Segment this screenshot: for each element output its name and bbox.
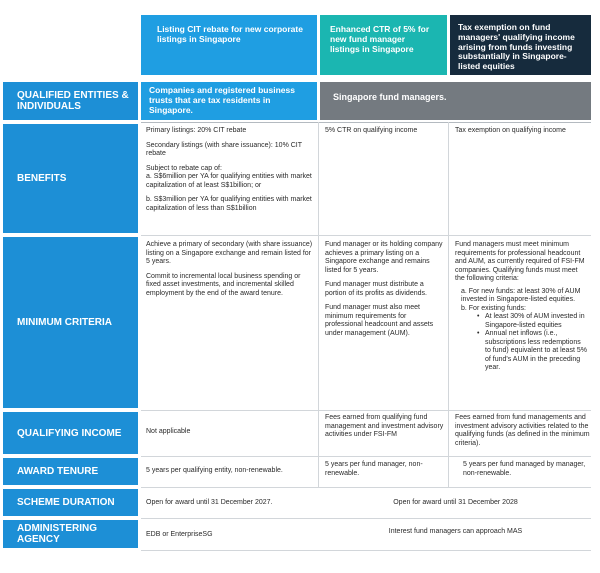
row-divider <box>141 456 591 457</box>
criteria-ctr-p2: Fund manager must distribute a portion of its profits as dividends. <box>325 281 427 297</box>
row-divider <box>141 122 591 123</box>
benefits-listing-cell <box>146 127 314 213</box>
benefits-rebate-cap-intro: Subject to rebate cap of: <box>146 164 222 172</box>
benefits-rebate-cap-b: b. S$3million per YA for qualifying entities with market capitalization of less than S$1billion <box>146 196 312 212</box>
row-divider <box>141 410 591 411</box>
income-tax-exemption-cell: Fees earned from fund managements and investment advisory activities related to the qualifying funds (as defined in the minimum criteria). <box>455 414 590 447</box>
duration-listing-cell: Open for award until 31 December 2027. <box>146 499 273 506</box>
row-label-award-tenure: AWARD TENURE <box>3 458 138 485</box>
row-label-qualifying-income: QUALIFYING INCOME <box>3 412 138 454</box>
criteria-tax-exemption-cell <box>455 241 588 373</box>
criteria-ctr-cell <box>325 241 445 344</box>
agency-fund-cell: Interest fund managers can approach MAS <box>388 528 523 535</box>
income-listing-cell: Not applicable <box>146 428 191 435</box>
criteria-tax-bullet: • At least 30% of AUM invested in Singapore-listed equities <box>477 313 588 330</box>
column-header-enhanced-ctr: Enhanced CTR of 5% for new fund manager listings in Singapore <box>320 15 447 75</box>
criteria-listing-p2: Commit to incremental local business spending or fixed asset investments, and incremental skilled employment by the end of the award tenure. <box>146 272 301 297</box>
column-divider <box>318 122 319 457</box>
row-divider <box>141 518 591 519</box>
column-divider <box>318 456 319 487</box>
benefits-primary-listing: Primary listings: 20% CIT rebate <box>146 127 247 134</box>
criteria-ctr-p1: Fund manager or its holding company achieves a primary listing on a Singapore exchange and remains listed for 5 years. <box>325 241 443 274</box>
benefits-ctr-cell: 5% CTR on qualifying income <box>325 127 418 134</box>
row-label-scheme-duration: SCHEME DURATION <box>3 489 138 516</box>
benefits-secondary-listing: Secondary listings (with share issuance): 10% CIT rebate <box>146 141 302 158</box>
income-ctr-cell: Fees earned from qualifying fund management and investment advisory activities under FSI-FM <box>325 414 444 439</box>
column-header-listing-cit-rebate: Listing CIT rebate for new corporate listings in Singapore <box>141 15 317 75</box>
criteria-listing-p1: Achieve a primary of secondary (with share issuance) listing on a Singapore exchange and remain listed for 5 years. <box>146 241 313 266</box>
criteria-ctr-p3: Fund manager must also meet minimum requirements for professional headcount and assets under management (AUM). <box>325 304 434 337</box>
benefits-rebate-cap-a: a. S$6million per YA for qualifying entities with market capitalization of at least S$1billion; or <box>146 173 312 189</box>
criteria-tax-new-funds: a. For new funds: at least 30% of AUM invested in Singapore-listed equities. <box>461 287 581 304</box>
duration-fund-cell: Open for award until 31 December 2028 <box>393 499 518 506</box>
row-label-qualified-entities: QUALIFIED ENTITIES & INDIVIDUALS <box>3 82 138 120</box>
row-divider <box>141 235 591 236</box>
tenure-listing-cell: 5 years per qualifying entity, non-renewable. <box>146 467 283 474</box>
column-divider <box>448 122 449 457</box>
benefits-tax-exemption-cell: Tax exemption on qualifying income <box>455 127 566 134</box>
criteria-tax-bullet: • Annual net inflows (i.e., subscriptions less redemptions to fund) equivalent to at least 5% of fund's AUM in the preceding year. <box>477 330 588 373</box>
tenure-tax-exemption-cell: 5 years per fund managed by manager, non-renewable. <box>463 461 586 477</box>
qualified-entities-fund-managers: Singapore fund managers. <box>320 82 591 120</box>
row-divider <box>141 550 591 551</box>
criteria-tax-existing-funds: b. For existing funds: <box>461 304 526 312</box>
row-divider <box>141 487 591 488</box>
row-label-administering-agency: ADMINISTERING AGENCY <box>3 520 138 548</box>
criteria-listing-cell <box>146 241 314 304</box>
column-header-tax-exemption: Tax exemption on fund managers' qualifying income arising from funds investing substantially in Singapore-listed equities <box>450 15 591 75</box>
row-label-benefits: BENEFITS <box>3 124 138 233</box>
tenure-ctr-cell: 5 years per fund manager, non-renewable. <box>325 461 423 477</box>
row-label-minimum-criteria: MINIMUM CRITERIA <box>3 237 138 408</box>
column-divider <box>448 456 449 487</box>
agency-listing-cell: EDB or EnterpriseSG <box>146 531 213 538</box>
criteria-tax-intro: Fund managers must meet minimum requirements for professional headcount and AUM, as currently required of FSI-FM companies. Qualifying funds must meet the following criteria: <box>455 241 585 283</box>
qualified-entities-listing: Companies and registered business trusts that are tax residents in Singapore. <box>141 82 317 120</box>
